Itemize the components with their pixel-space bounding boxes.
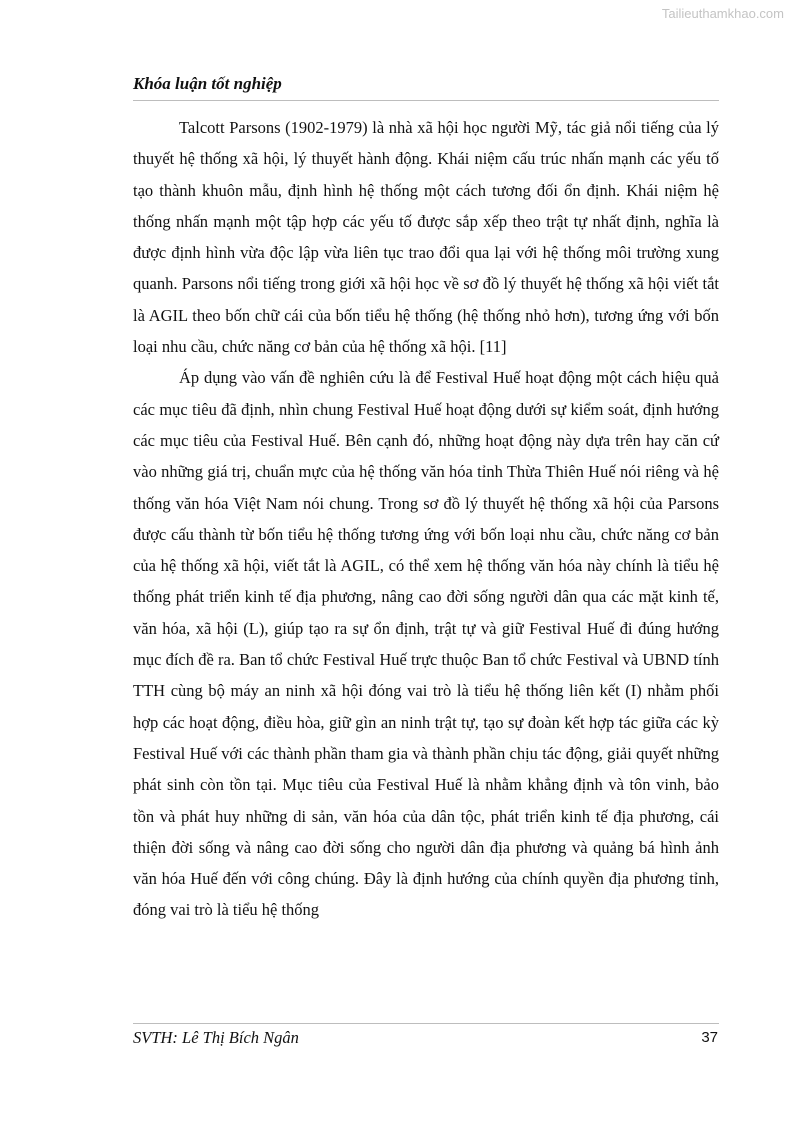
page-header-title: Khóa luận tốt nghiệp: [133, 74, 282, 93]
header-divider: [133, 100, 719, 101]
document-body: [133, 112, 719, 926]
footer-divider: [133, 1023, 719, 1024]
footer-author: SVTH: Lê Thị Bích Ngân: [133, 1028, 299, 1047]
paragraph: Talcott Parsons (1902-1979) là nhà xã hội học người Mỹ, tác giả nổi tiếng của lý thuyết hệ thống xã hội, lý thuyết hành động. Khái niệm cấu trúc nhấn mạnh các yếu tố tạo thành khuôn mẫu, định hình hệ thống một cách tương đối ổn định. Khái niệm hệ thống nhấn mạnh một tập hợp các yếu tố được sắp xếp theo trật tự nhất định, nghĩa là được định hình vừa độc lập vừa liên tục trao đổi qua lại với hệ thống môi trường xung quanh. Parsons nổi tiếng trong giới xã hội học về sơ đồ lý thuyết hệ thống xã hội viết tắt là AGIL theo bốn chữ cái của bốn tiểu hệ thống (hệ thống nhỏ hơn), tương ứng với bốn loại nhu cầu, chức năng cơ bản của hệ thống xã hội. [11]: [133, 118, 719, 357]
page-number: 37: [701, 1029, 718, 1046]
watermark: Tailieuthamkhao.com: [661, 6, 784, 21]
paragraph: Áp dụng vào vấn đề nghiên cứu là để Festival Huế hoạt động một cách hiệu quả các mục tiêu đã định, nhìn chung Festival Huế hoạt động dưới sự kiểm soát, định hướng các mục tiêu của Festival Huế. Bên cạnh đó, những hoạt động này dựa trên hay căn cứ vào những giá trị, chuẩn mực của hệ thống văn hóa tỉnh Thừa Thiên Huế nói riêng và hệ thống văn hóa Việt Nam nói chung. Trong sơ đồ lý thuyết hệ thống xã hội của Parsons được cấu thành từ bốn tiểu hệ thống tương ứng với bốn loại nhu cầu, chức năng cơ bản của hệ thống xã hội, viết tắt là AGIL, có thể xem hệ thống văn hóa này chính là tiểu hệ thống phát triển kinh tế địa phương, nâng cao đời sống người dân qua các mặt kinh tế, văn hóa, xã hội (L), giúp tạo ra sự ổn định, trật tự và giữ Festival Huế đi đúng hướng mục đích đề ra. Ban tổ chức Festival Huế trực thuộc Ban tổ chức Festival và UBND tính TTH cùng bộ máy an ninh xã hội đóng vai trò là tiểu hệ thống liên kết (I) nhằm phối hợp các hoạt động, điều hòa, giữ gìn an ninh trật tự, tạo sự đoàn kết hợp tác giữa các kỳ Festival Huế với các thành phần tham gia và thành phần chịu tác động, giải quyết những phát sinh còn tồn tại. Mục tiêu của Festival Huế là nhằm khẳng định và tôn vinh, bảo tồn và phát huy những di sản, văn hóa của dân tộc, phát triển kinh tế địa phương, cái thiện đời sống và nâng cao đời sống cho người dân địa phương và quảng bá hình ảnh văn hóa Huế đến với công chúng. Đây là định hướng của chính quyền địa phương tỉnh, đóng vai trò là tiểu hệ thống: [133, 368, 719, 920]
